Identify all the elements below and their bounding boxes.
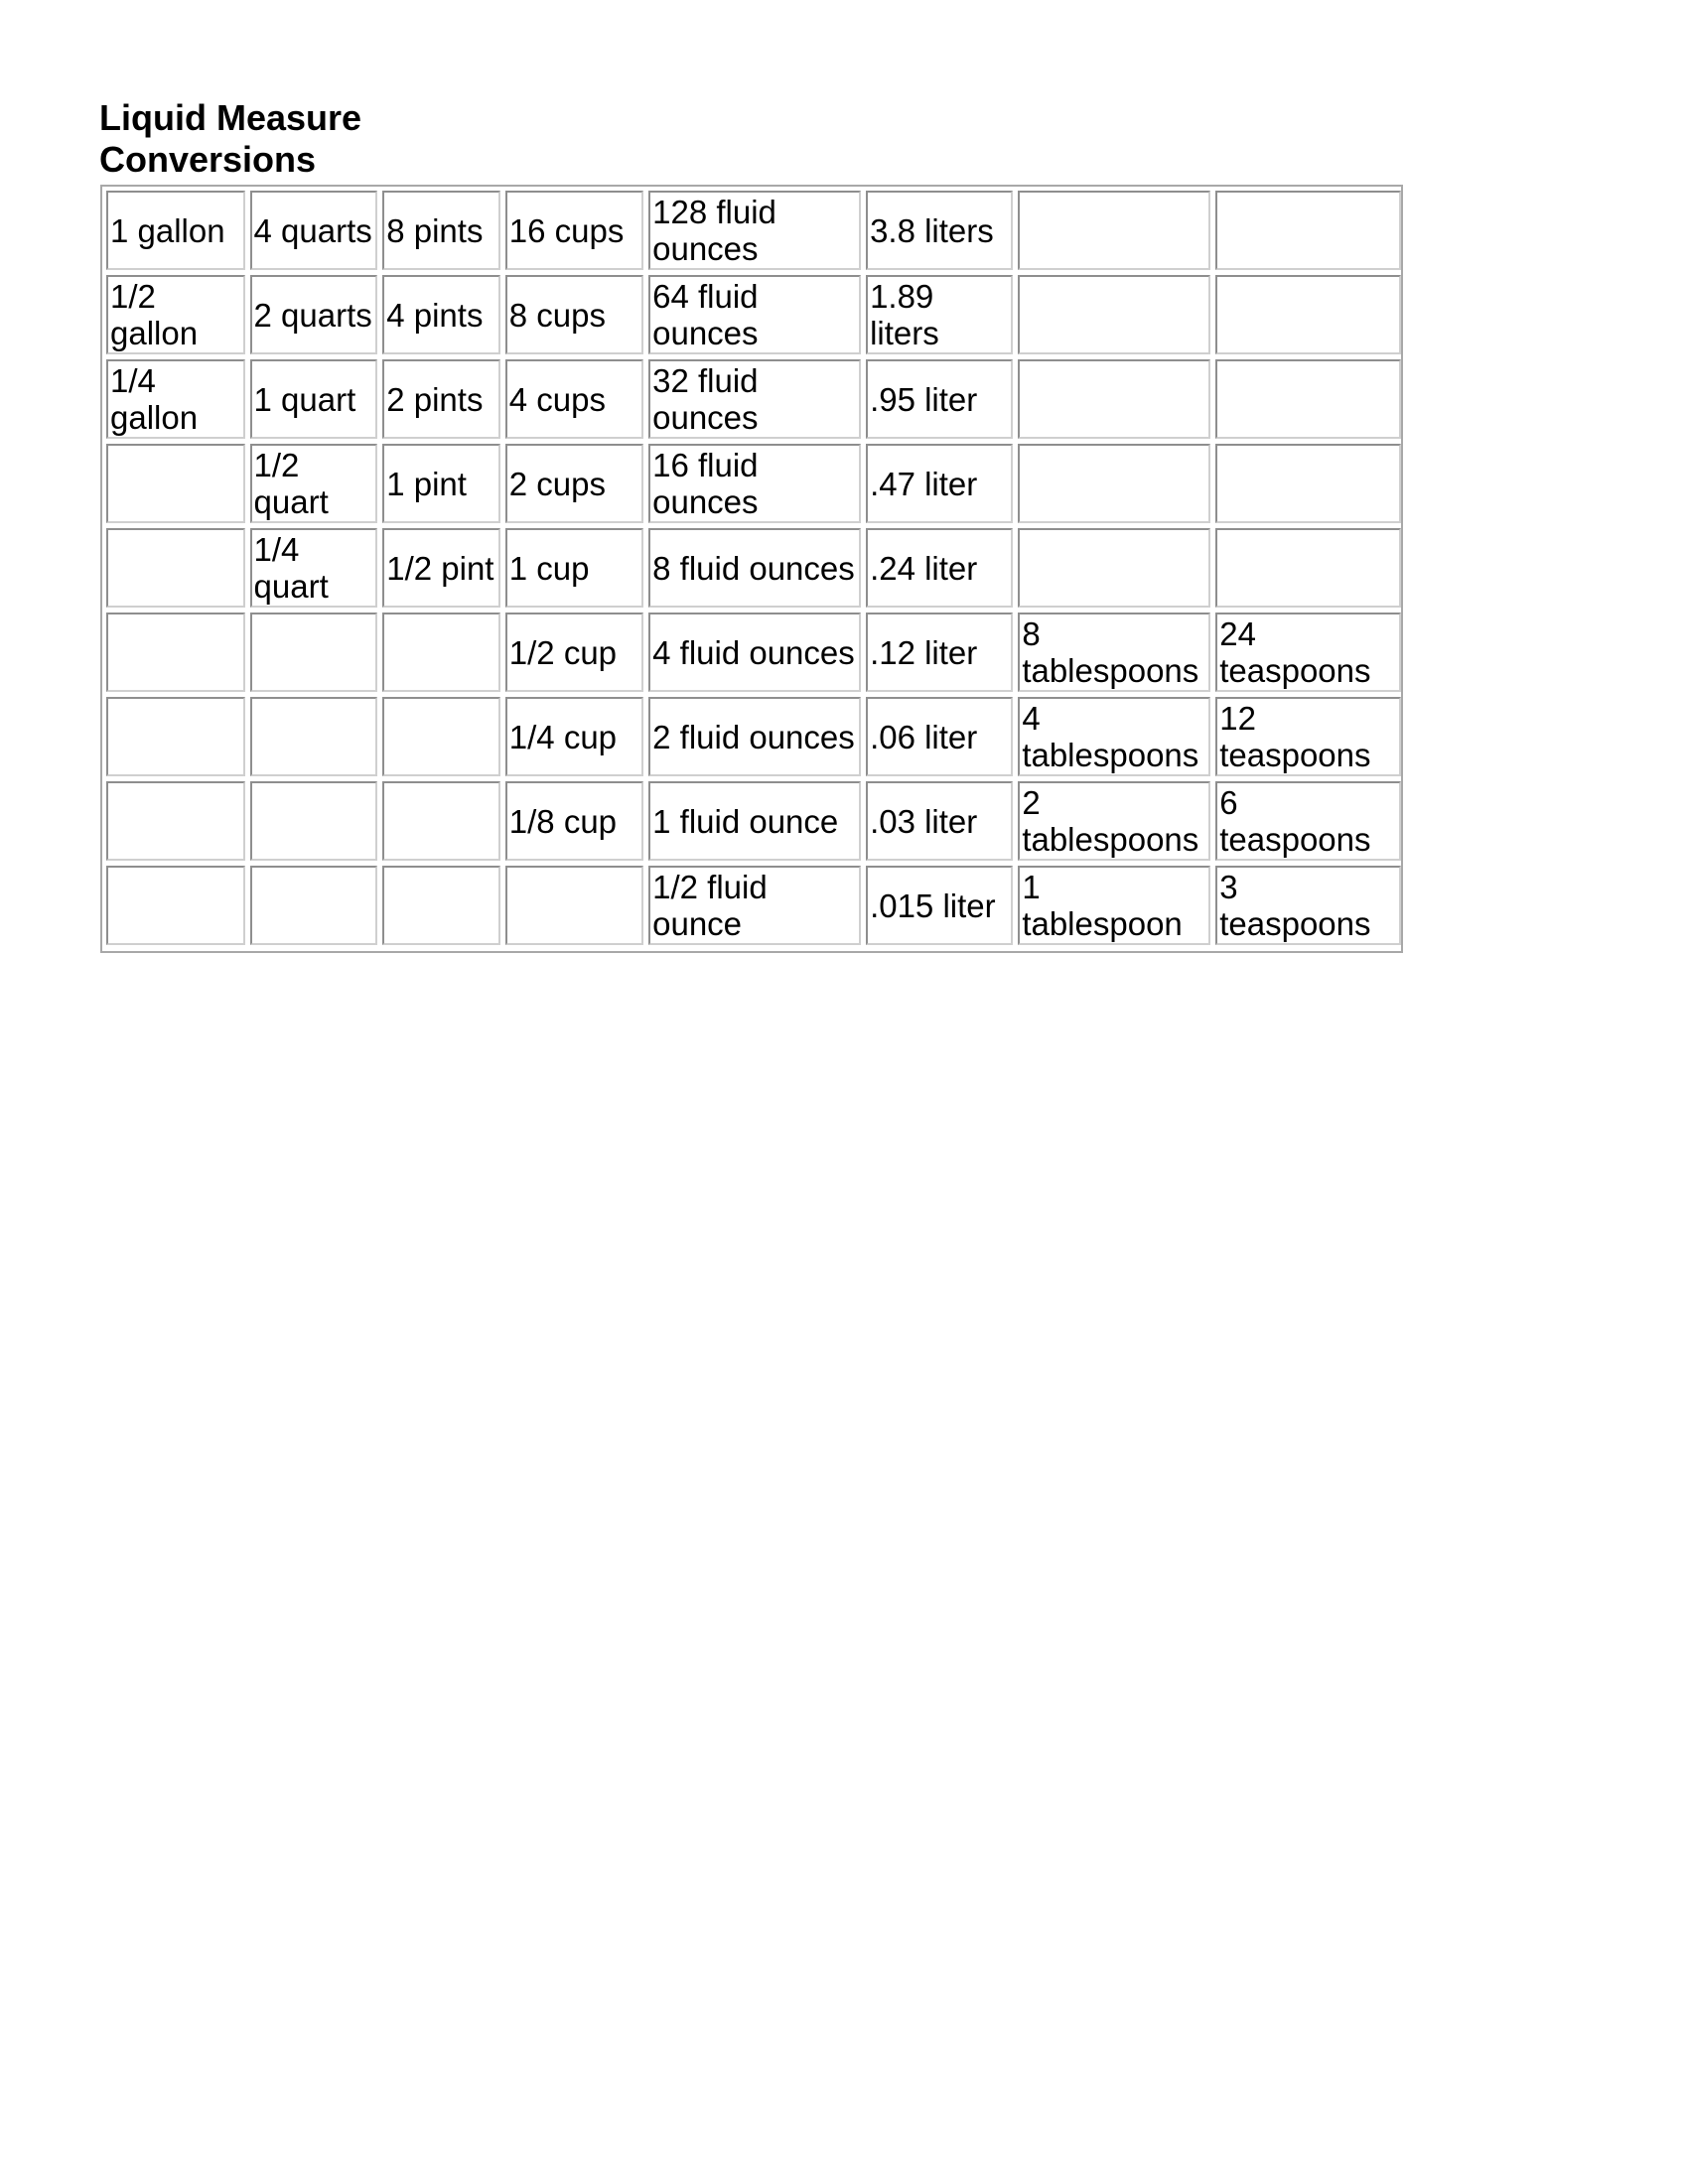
table-cell: 1/8 cup bbox=[505, 781, 643, 861]
table-cell bbox=[382, 613, 500, 692]
table-cell bbox=[382, 697, 500, 776]
table-cell: 3.8 liters bbox=[866, 191, 1013, 270]
table-cell bbox=[106, 866, 245, 945]
table-cell: 4 quarts bbox=[250, 191, 378, 270]
table-cell: 1/4 gallon bbox=[106, 359, 245, 439]
table-cell bbox=[1215, 275, 1401, 354]
table-row bbox=[106, 528, 1401, 608]
table-cell bbox=[250, 613, 378, 692]
table-cell: 1/2 fluid ounce bbox=[648, 866, 861, 945]
table-cell bbox=[250, 781, 378, 861]
table-cell bbox=[1018, 191, 1210, 270]
table-cell: 3 teaspoons bbox=[1215, 866, 1401, 945]
table-cell: 1 pint bbox=[382, 444, 500, 523]
table-row bbox=[106, 191, 1401, 270]
table-cell: 32 fluid ounces bbox=[648, 359, 861, 439]
table-cell bbox=[250, 866, 378, 945]
table-cell bbox=[250, 697, 378, 776]
table-row bbox=[106, 697, 1401, 776]
table-cell: 1/2 pint bbox=[382, 528, 500, 608]
table-cell: 6 teaspoons bbox=[1215, 781, 1401, 861]
table-cell: 1 gallon bbox=[106, 191, 245, 270]
table-cell: 8 pints bbox=[382, 191, 500, 270]
table-cell: 1/4 cup bbox=[505, 697, 643, 776]
table-cell: 1 quart bbox=[250, 359, 378, 439]
table-row bbox=[106, 444, 1401, 523]
table-cell: .12 liter bbox=[866, 613, 1013, 692]
table-cell bbox=[1018, 275, 1210, 354]
table-cell bbox=[1215, 444, 1401, 523]
table-cell: .015 liter bbox=[866, 866, 1013, 945]
table-cell bbox=[382, 866, 500, 945]
table-cell: 1/2 cup bbox=[505, 613, 643, 692]
table-cell: 4 pints bbox=[382, 275, 500, 354]
table-cell: 2 quarts bbox=[250, 275, 378, 354]
table-cell: 1 fluid ounce bbox=[648, 781, 861, 861]
table-cell bbox=[1215, 359, 1401, 439]
table-cell: 8 tablespoons bbox=[1018, 613, 1210, 692]
table-cell: 64 fluid ounces bbox=[648, 275, 861, 354]
table-cell: 4 fluid ounces bbox=[648, 613, 861, 692]
conversion-table bbox=[101, 186, 1406, 950]
table-cell: 1/2 quart bbox=[250, 444, 378, 523]
title-line-1: Liquid Measure bbox=[99, 97, 362, 138]
table-cell bbox=[1018, 444, 1210, 523]
table-row bbox=[106, 275, 1401, 354]
table-cell: 1 cup bbox=[505, 528, 643, 608]
table-cell bbox=[1215, 528, 1401, 608]
table-cell: 2 tablespoons bbox=[1018, 781, 1210, 861]
table-cell bbox=[382, 781, 500, 861]
table-cell bbox=[1018, 359, 1210, 439]
table-cell bbox=[1215, 191, 1401, 270]
table-cell bbox=[106, 444, 245, 523]
table-cell: 16 cups bbox=[505, 191, 643, 270]
table-cell: .06 liter bbox=[866, 697, 1013, 776]
table-cell: 1/4 quart bbox=[250, 528, 378, 608]
table-cell bbox=[106, 613, 245, 692]
conversion-table-frame bbox=[100, 185, 1403, 953]
table-cell bbox=[106, 697, 245, 776]
table-cell: 128 fluid ounces bbox=[648, 191, 861, 270]
table-cell: 1 tablespoon bbox=[1018, 866, 1210, 945]
table-cell: 2 pints bbox=[382, 359, 500, 439]
table-cell bbox=[106, 781, 245, 861]
table-cell: .24 liter bbox=[866, 528, 1013, 608]
table-cell: 8 cups bbox=[505, 275, 643, 354]
table-cell: .95 liter bbox=[866, 359, 1013, 439]
table-row bbox=[106, 613, 1401, 692]
table-cell: 1/2 gallon bbox=[106, 275, 245, 354]
table-row bbox=[106, 359, 1401, 439]
table-cell: .03 liter bbox=[866, 781, 1013, 861]
table-row bbox=[106, 866, 1401, 945]
document-title bbox=[99, 97, 437, 181]
table-cell bbox=[1018, 528, 1210, 608]
table-cell: 12 teaspoons bbox=[1215, 697, 1401, 776]
table-cell: .47 liter bbox=[866, 444, 1013, 523]
table-cell: 2 cups bbox=[505, 444, 643, 523]
table-cell: 2 fluid ounces bbox=[648, 697, 861, 776]
table-cell: 8 fluid ounces bbox=[648, 528, 861, 608]
table-cell bbox=[106, 528, 245, 608]
table-cell: 16 fluid ounces bbox=[648, 444, 861, 523]
title-line-2: Conversions bbox=[99, 139, 317, 180]
table-cell: 24 teaspoons bbox=[1215, 613, 1401, 692]
table-row bbox=[106, 781, 1401, 861]
table-cell: 1.89 liters bbox=[866, 275, 1013, 354]
table-cell bbox=[505, 866, 643, 945]
table-cell: 4 tablespoons bbox=[1018, 697, 1210, 776]
table-cell: 4 cups bbox=[505, 359, 643, 439]
